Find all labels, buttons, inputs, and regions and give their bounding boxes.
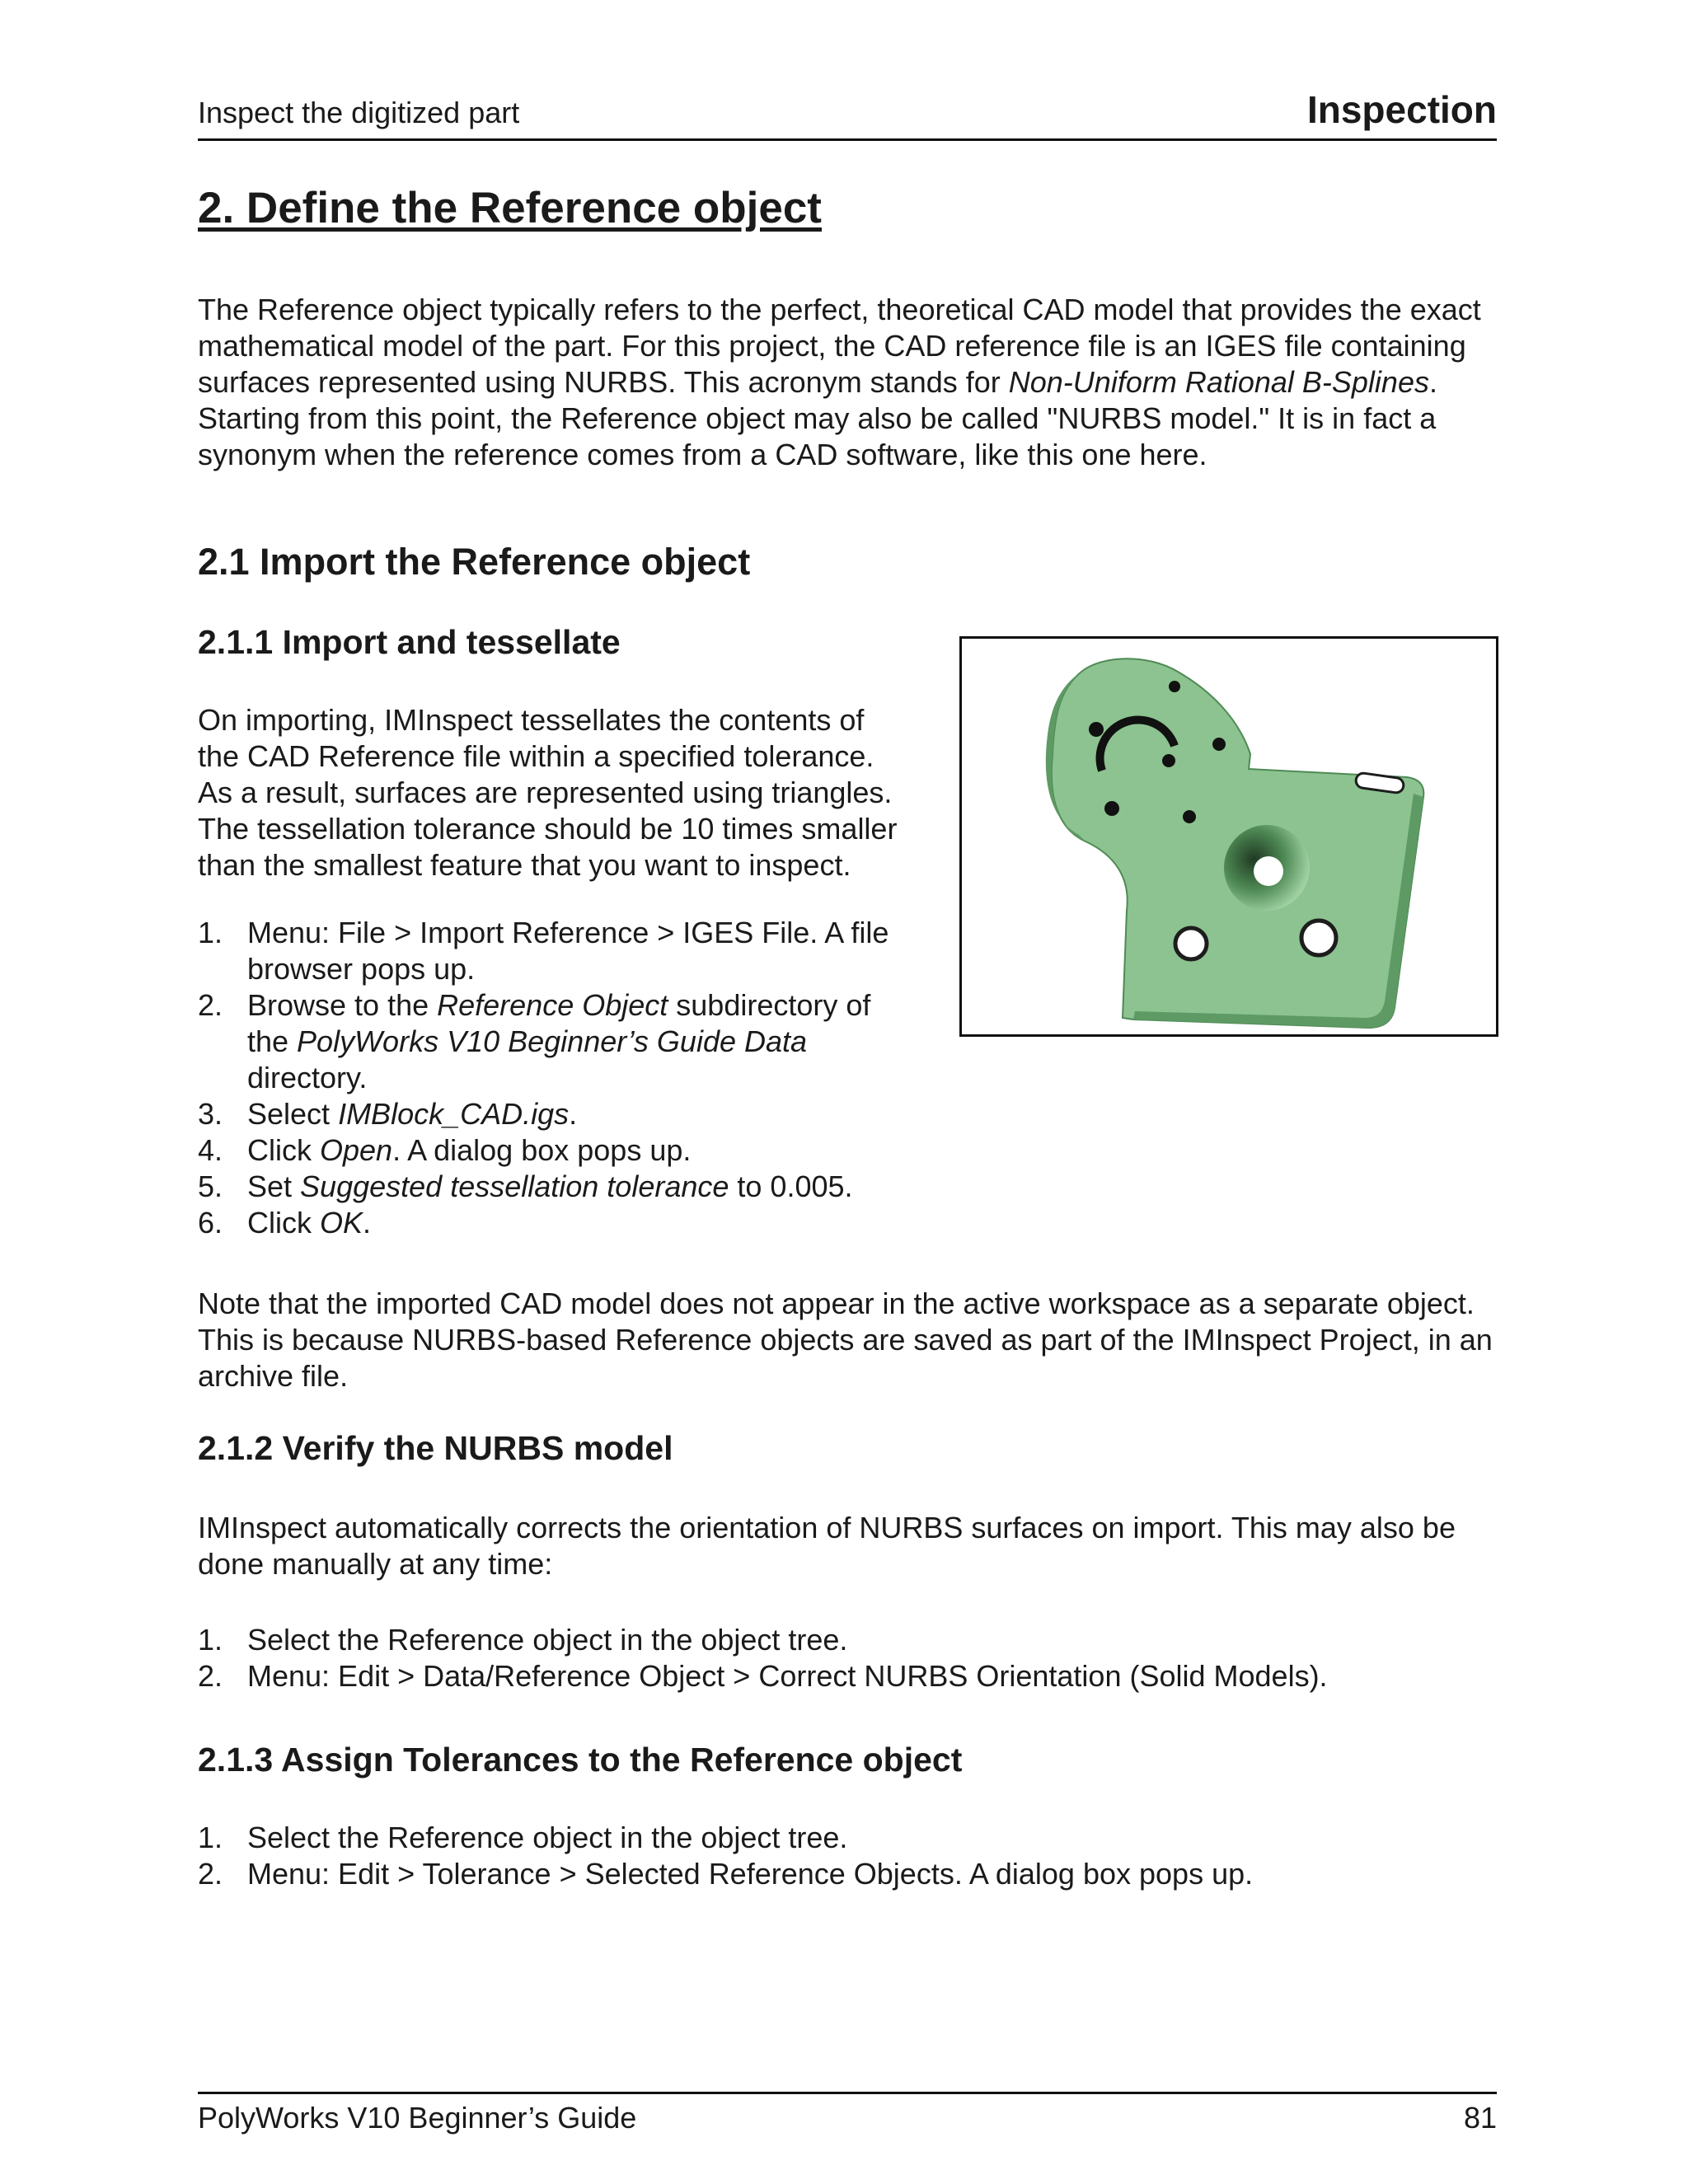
subsection-title-2-1-2: 2.1.2 Verify the NURBS model: [198, 1429, 673, 1467]
nurbs-part-image: [962, 639, 1496, 1034]
list-item: 3. Select IMBlock_CAD.igs.: [198, 1097, 578, 1131]
subsection-title-2-1: 2.1 Import the Reference object: [198, 541, 751, 583]
list-item: 6. Click OK.: [198, 1206, 372, 1240]
section-title: 2. Define the Reference object: [198, 184, 822, 232]
verify-steps-list: [198, 1622, 1497, 1694]
running-header: [198, 89, 1497, 141]
list-item: 4. Click Open. A dialog box pops up.: [198, 1133, 692, 1167]
list-item: 1. Menu: File > Import Reference > IGES File. A file browser pops up.: [198, 916, 889, 986]
list-item: 2. Menu: Edit > Tolerance > Selected Reference Objects. A dialog box pops up.: [198, 1857, 1254, 1891]
page-number: 81: [1463, 2101, 1497, 2135]
list-item: 2. Menu: Edit > Data/Reference Object > Correct NURBS Orientation (Solid Models).: [198, 1659, 1328, 1693]
import-steps-list: [198, 915, 898, 1241]
tessellate-paragraph: On importing, IMInspect tessellates the contents of the CAD Reference file within a specified tolerance. As a result, surfaces are represented using triangles. The tessellation tolerance should be 10 times smaller than the smallest feature that you want to inspect.: [198, 703, 898, 882]
subsection-title-2-1-1: 2.1.1 Import and tessellate: [198, 623, 621, 661]
tolerance-steps-list: [198, 1820, 1497, 1892]
note-paragraph: Note that the imported CAD model does not appear in the active workspace as a separate object. This is because NURBS-based Reference objects are saved as part of the IMInspect Project, in an archive file.: [198, 1286, 1493, 1393]
intro-paragraph: The Reference object typically refers to the perfect, theoretical CAD model that provides the exact mathematical model of the part. For this project, the CAD reference file is an IGES file containing surfaces represented using NURBS. This acronym stands for Non-Uniform Rational B-Splines. Starting from this point, the Reference object may also be called "NURBS model." It is in fact a synonym when the reference comes from a CAD software, like this one here.: [198, 293, 1481, 471]
list-item: 1. Select the Reference object in the object tree.: [198, 1821, 848, 1854]
document-page: [198, 0, 1497, 2184]
header-section-name: Inspection: [1306, 88, 1497, 131]
list-item: 1. Select the Reference object in the object tree.: [198, 1623, 848, 1657]
list-item: 5. Set Suggested tessellation tolerance to 0.005.: [198, 1169, 853, 1203]
cad-part-figure: [959, 636, 1498, 1037]
footer-book-title: PolyWorks V10 Beginner’s Guide: [198, 2101, 637, 2135]
running-footer: [198, 2092, 1497, 2135]
header-chapter-title: Inspect the digitized part: [198, 96, 520, 129]
subsection-title-2-1-3: 2.1.3 Assign Tolerances to the Reference object: [198, 1741, 963, 1779]
list-item: 2. Browse to the Reference Object subdirectory of the PolyWorks V10 Beginner’s Guide Data directory.: [198, 988, 871, 1094]
verify-paragraph: IMInspect automatically corrects the orientation of NURBS surfaces on import. This may also be done manually at any time:: [198, 1511, 1456, 1581]
